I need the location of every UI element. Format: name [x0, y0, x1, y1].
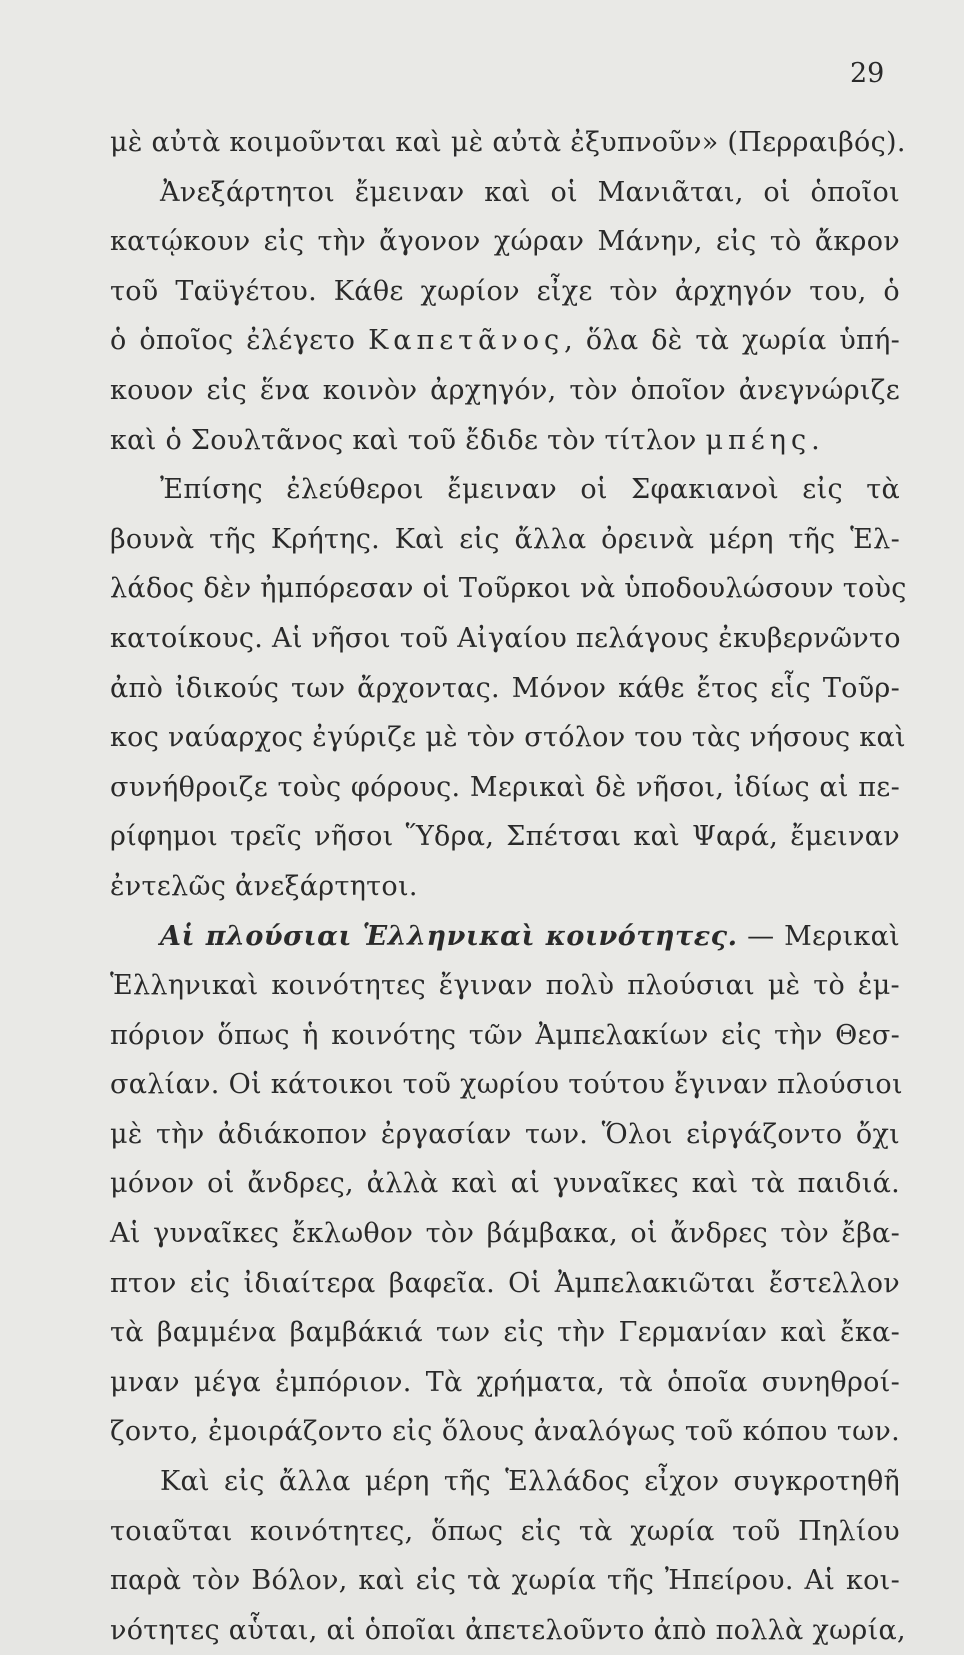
text-line: λάδος δὲν ἠμπόρεσαν οἱ Τοῦρκοι νὰ ὑποδουλώσουν τοὺς: [110, 573, 907, 605]
text-line: παρὰ τὸν Βόλον, καὶ εἰς τὰ χωρία τῆς Ἠπείρου. Αἱ κοι-: [110, 1565, 900, 1597]
text-line: Ἐπίσης ἐλεύθεροι ἔμειναν οἱ Σφακιανοὶ εἰς τὰ: [160, 474, 900, 506]
text-line: Αἱ γυναῖκες ἔκλωθον τὸν βάμβακα, οἱ ἄνδρες τὸν ἔβα-: [110, 1218, 900, 1250]
text-line: μὲ τὴν ἀδιάκοπον ἐργασίαν των. Ὅλοι εἰργάζοντο ὄχι: [110, 1118, 900, 1150]
text-line: τὰ βαμμένα βαμβάκιά των εἰς τὴν Γερμανίαν καὶ ἔκα-: [110, 1317, 900, 1349]
text-line: σαλίαν. Οἱ κάτοικοι τοῦ χωρίου τούτου ἔγιναν πλούσιοι: [110, 1069, 903, 1101]
text-line: ἀπὸ ἰδικούς των ἄρχοντας. Μόνον κάθε ἔτος εἷς Τοῦρ-: [110, 672, 900, 704]
text-line: νότητες αὗται, αἱ ὁποῖαι ἀπετελοῦντο ἀπὸ πολλὰ χωρία,: [110, 1614, 906, 1646]
text-line: ὁ ὁποῖος ἐλέγετο Καπετᾶνος, ὅλα δὲ τὰ χωρία ὑπή-: [110, 325, 900, 357]
spaced-word: μπέης.: [705, 424, 825, 456]
text-line: κατῴκουν εἰς τὴν ἄγονον χώραν Μάνην, εἰς τὸ ἄκρον: [110, 226, 900, 258]
text-line: καὶ ὁ Σουλτᾶνος καὶ τοῦ ἔδιδε τὸν τίτλον μπέης.: [110, 424, 825, 456]
text-line: κος ναύαρχος ἐγύριζε μὲ τὸν στόλον του τὰς νήσους καὶ: [110, 722, 906, 754]
text-line: τοιαῦται κοινότητες, ὅπως εἰς τὰ χωρία τοῦ Πηλίου: [110, 1515, 900, 1547]
text-line: κατοίκους. Αἱ νῆσοι τοῦ Αἰγαίου πελάγους ἐκυβερνῶντο: [110, 622, 901, 654]
text-line: ρίφημοι τρεῖς νῆσοι Ὕδρα, Σπέτσαι καὶ Ψαρά, ἔμειναν: [110, 821, 900, 853]
text-line: Ἀνεξάρτητοι ἔμειναν καὶ οἱ Μανιᾶται, οἱ ὁποῖοι: [160, 176, 900, 208]
text-line: πόριον ὅπως ἡ κοινότης τῶν Ἀμπελακίων εἰς τὴν Θεσ-: [110, 1019, 900, 1051]
section-heading: Αἱ πλούσιαι Ἑλληνικαὶ κοινότητες.: [160, 920, 738, 952]
text-line: πτον εἰς ἰδιαίτερα βαφεῖα. Οἱ Ἀμπελακιῶται ἔστελλον: [110, 1267, 900, 1299]
section-heading-line: Αἱ πλούσιαι Ἑλληνικαὶ κοινότητες. — Μερικαὶ: [160, 920, 900, 952]
text-line: ζοντο, ἐμοιράζοντο εἰς ὅλους ἀναλόγως τοῦ κόπου των.: [110, 1416, 900, 1448]
text-line: κουον εἰς ἕνα κοινὸν ἀρχηγόν, τὸν ὁποῖον ἀνεγνώριζε: [110, 374, 900, 406]
body-text: [110, 118, 907, 1655]
text-line: βουνὰ τῆς Κρήτης. Καὶ εἰς ἄλλα ὀρεινὰ μέρη τῆς Ἑλ-: [110, 523, 900, 555]
text-line: Καὶ εἰς ἄλλα μέρη τῆς Ἑλλάδος εἶχον συγκροτηθῆ: [160, 1466, 900, 1498]
text-line: τοῦ Ταϋγέτου. Κάθε χωρίον εἶχε τὸν ἀρχηγόν του, ὁ: [110, 275, 900, 307]
text-line: μόνον οἱ ἄνδρες, ἀλλὰ καὶ αἱ γυναῖκες καὶ τὰ παιδιά.: [110, 1168, 900, 1200]
text-line: συνήθροιζε τοὺς φόρους. Μερικαὶ δὲ νῆσοι, ἰδίως αἱ πε-: [110, 771, 900, 803]
text-line: ἐντελῶς ἀνεξάρτητοι.: [110, 870, 418, 902]
text-line: μναν μέγα ἐμπόριον. Τὰ χρήματα, τὰ ὁποῖα συνηθροί-: [110, 1366, 900, 1398]
spaced-word: Καπετᾶνος: [368, 325, 565, 357]
text-line: Ἑλληνικαὶ κοινότητες ἔγιναν πολὺ πλούσιαι μὲ τὸ ἐμ-: [110, 970, 900, 1002]
page-number: 29: [850, 58, 885, 89]
text-line: μὲ αὐτὰ κοιμοῦνται καὶ μὲ αὐτὰ ἐξυπνοῦν» (Περραιβός).: [110, 127, 906, 158]
